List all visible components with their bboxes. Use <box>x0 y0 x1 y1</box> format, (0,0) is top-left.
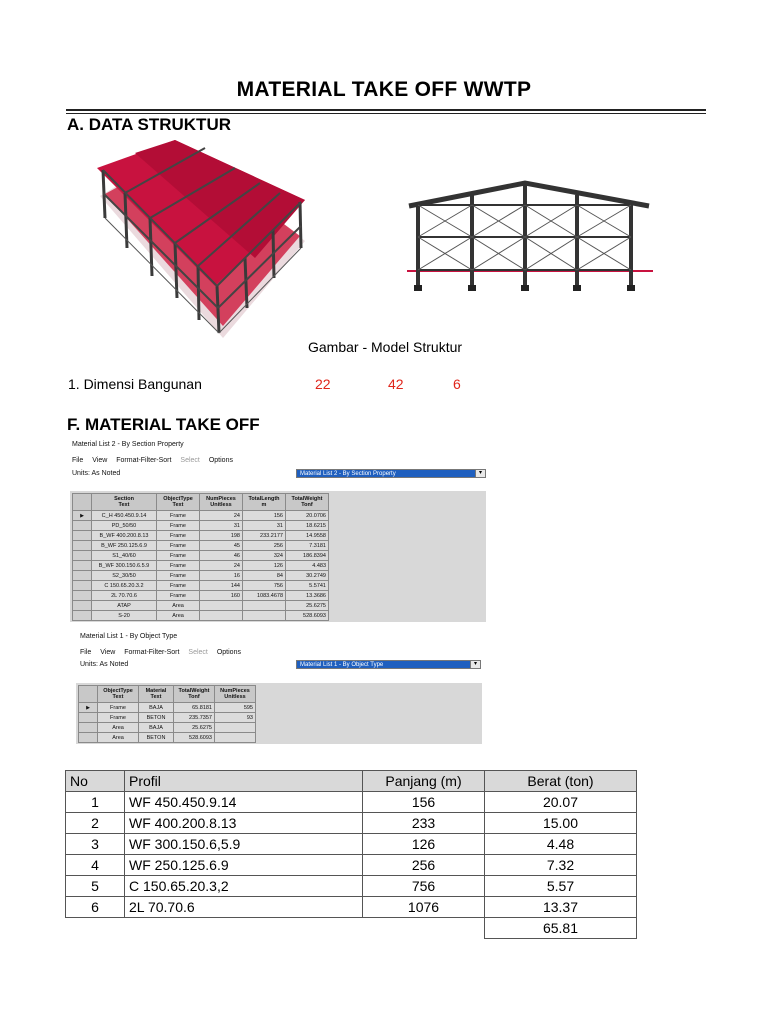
frame-elevation-image <box>405 175 655 293</box>
summary-cell: 7.32 <box>485 855 637 876</box>
table-cell[interactable]: Frame <box>157 581 200 591</box>
table-cell[interactable]: Frame <box>157 541 200 551</box>
table-row[interactable] <box>79 713 256 723</box>
table-cell[interactable] <box>200 601 243 611</box>
table-cell[interactable]: 93 <box>215 713 256 723</box>
row-header[interactable] <box>73 611 92 621</box>
dropdown-value: Material List 2 - By Section Property <box>300 471 396 477</box>
summary-cell: 126 <box>363 834 485 855</box>
table-cell[interactable]: 25.6275 <box>286 601 329 611</box>
table-row[interactable] <box>73 531 329 541</box>
row-header-corner <box>79 686 98 703</box>
table-cell[interactable] <box>200 611 243 621</box>
summary-total-row <box>66 918 637 939</box>
summary-cell: 756 <box>363 876 485 897</box>
table-select-dropdown[interactable] <box>296 469 486 478</box>
material-list-section-window <box>68 436 488 624</box>
summary-row <box>66 897 637 918</box>
table-row[interactable] <box>79 703 256 713</box>
col-header[interactable]: Section Text <box>92 494 157 511</box>
summary-header-panjang: Panjang (m) <box>363 771 485 792</box>
dimension-value-3: 6 <box>453 376 461 392</box>
row-pointer-icon[interactable]: ▶ <box>73 511 92 521</box>
table-header-row <box>79 686 256 703</box>
table-cell[interactable]: Area <box>157 601 200 611</box>
window-menubar <box>80 649 248 656</box>
menu-file[interactable]: File <box>80 649 92 656</box>
window-title: Material List 1 - By Object Type <box>80 633 178 640</box>
dropdown-value: Material List 1 - By Object Type <box>300 662 384 668</box>
table-select-dropdown[interactable] <box>296 660 481 669</box>
summary-cell: 5.57 <box>485 876 637 897</box>
table-cell[interactable]: Frame <box>157 571 200 581</box>
table-cell[interactable]: Frame <box>98 703 139 713</box>
summary-cell: 3 <box>66 834 125 855</box>
table-cell[interactable]: Frame <box>157 591 200 601</box>
col-header[interactable]: NumPieces Unitless <box>215 686 256 703</box>
summary-total-value: 65.81 <box>485 918 637 939</box>
summary-cell: 156 <box>363 792 485 813</box>
table-cell[interactable]: 46 <box>200 551 243 561</box>
chevron-down-icon[interactable]: ▾ <box>475 470 485 477</box>
row-header[interactable] <box>79 723 98 733</box>
object-type-table <box>78 685 256 743</box>
summary-row <box>66 876 637 897</box>
title-divider-thin <box>66 113 706 114</box>
col-header[interactable]: ObjectType Text <box>98 686 139 703</box>
table-cell[interactable]: 1083.4678 <box>243 591 286 601</box>
summary-cell: 2 <box>66 813 125 834</box>
table-cell[interactable]: 186.8394 <box>286 551 329 561</box>
table-row[interactable] <box>73 511 329 521</box>
table-cell[interactable]: 5.5741 <box>286 581 329 591</box>
menu-options[interactable]: Options <box>216 649 241 656</box>
summary-cell: WF 450.450.9.14 <box>125 792 363 813</box>
table-cell[interactable]: 2L 70.70.6 <box>92 591 157 601</box>
row-header-corner <box>73 494 92 511</box>
window-menubar <box>72 457 240 464</box>
page-title: MATERIAL TAKE OFF WWTP <box>236 78 532 101</box>
summary-cell: 2L 70.70.6 <box>125 897 363 918</box>
menu-file[interactable]: File <box>72 457 84 464</box>
table-cell[interactable]: 84 <box>243 571 286 581</box>
section-heading-material-take-off: F. MATERIAL TAKE OFF <box>67 415 260 434</box>
table-cell[interactable]: C 150.65.20.3.2 <box>92 581 157 591</box>
table-cell[interactable] <box>215 723 256 733</box>
table-cell[interactable]: 45 <box>200 541 243 551</box>
table-cell[interactable]: 595 <box>215 703 256 713</box>
table-cell[interactable]: B_WF 300.150.6.5.9 <box>92 561 157 571</box>
table-cell[interactable] <box>243 601 286 611</box>
table-cell[interactable]: S1_40/60 <box>92 551 157 561</box>
units-label: Units: As Noted <box>80 661 129 668</box>
table-cell[interactable]: 31 <box>200 521 243 531</box>
summary-cell: WF 300.150.6,5.9 <box>125 834 363 855</box>
table-cell[interactable]: Area <box>98 723 139 733</box>
row-header[interactable] <box>73 541 92 551</box>
table-cell[interactable] <box>243 611 286 621</box>
dimension-label: 1. Dimensi Bangunan <box>68 376 202 392</box>
summary-row <box>66 813 637 834</box>
summary-header-no: No <box>66 771 125 792</box>
table-cell[interactable]: 756 <box>243 581 286 591</box>
row-header[interactable] <box>73 581 92 591</box>
table-row[interactable] <box>73 551 329 561</box>
table-cell[interactable]: 7.3181 <box>286 541 329 551</box>
summary-table <box>65 770 637 939</box>
table-row[interactable] <box>73 561 329 571</box>
table-row[interactable] <box>73 571 329 581</box>
table-cell[interactable]: 24 <box>200 511 243 521</box>
table-cell[interactable]: 13.3686 <box>286 591 329 601</box>
summary-cell: 15.00 <box>485 813 637 834</box>
table-cell[interactable]: S-20 <box>92 611 157 621</box>
summary-cell: WF 400.200.8.13 <box>125 813 363 834</box>
table-row[interactable] <box>79 733 256 743</box>
col-header[interactable]: TotalWeight Tonf <box>286 494 329 511</box>
summary-header-profil: Profil <box>125 771 363 792</box>
table-row[interactable] <box>73 611 329 621</box>
summary-row <box>66 792 637 813</box>
table-cell[interactable]: Frame <box>157 551 200 561</box>
window-title: Material List 2 - By Section Property <box>72 441 184 448</box>
table-cell[interactable]: B_WF 250.125.6.9 <box>92 541 157 551</box>
summary-cell: 5 <box>66 876 125 897</box>
table-cell[interactable]: BETON <box>139 733 174 743</box>
structure-3d-model-image <box>95 138 307 340</box>
table-cell[interactable]: 144 <box>200 581 243 591</box>
table-header-row <box>73 494 329 511</box>
material-list-object-window <box>76 628 484 746</box>
summary-row <box>66 834 637 855</box>
summary-cell: C 150.65.20.3,2 <box>125 876 363 897</box>
menu-select[interactable]: Select <box>180 457 200 464</box>
summary-cell: 256 <box>363 855 485 876</box>
summary-header-row <box>66 771 637 792</box>
table-cell[interactable]: Frame <box>157 521 200 531</box>
table-cell[interactable]: Frame <box>157 511 200 521</box>
summary-cell: 4.48 <box>485 834 637 855</box>
table-row[interactable] <box>73 601 329 611</box>
table-cell[interactable]: 528.6093 <box>286 611 329 621</box>
table-cell[interactable]: 528.6093 <box>174 733 215 743</box>
dimension-value-1: 22 <box>315 376 331 392</box>
table-row[interactable] <box>73 521 329 531</box>
table-cell[interactable]: 160 <box>200 591 243 601</box>
chevron-down-icon[interactable]: ▾ <box>470 661 480 668</box>
table-cell[interactable]: Frame <box>98 713 139 723</box>
table-cell[interactable]: 25.6275 <box>174 723 215 733</box>
section-heading-data-struktur: A. DATA STRUKTUR <box>67 115 231 134</box>
summary-cell: 4 <box>66 855 125 876</box>
table-row[interactable] <box>73 541 329 551</box>
table-row[interactable] <box>79 723 256 733</box>
table-cell[interactable]: 30.2749 <box>286 571 329 581</box>
table-cell[interactable]: Frame <box>157 531 200 541</box>
col-header[interactable]: TotalLength m <box>243 494 286 511</box>
row-header[interactable] <box>73 551 92 561</box>
col-header[interactable]: Material Text <box>139 686 174 703</box>
row-header[interactable] <box>79 733 98 743</box>
row-pointer-icon[interactable]: ▶ <box>79 703 98 713</box>
row-header[interactable] <box>73 531 92 541</box>
row-header[interactable] <box>73 521 92 531</box>
summary-header-berat: Berat (ton) <box>485 771 637 792</box>
menu-view[interactable]: View <box>92 457 108 464</box>
summary-cell: 233 <box>363 813 485 834</box>
table-cell[interactable]: Area <box>157 611 200 621</box>
table-cell[interactable]: B_WF 400.200.8.13 <box>92 531 157 541</box>
menu-format-filter-sort[interactable]: Format-Filter-Sort <box>124 649 180 656</box>
table-cell[interactable]: 126 <box>243 561 286 571</box>
table-cell[interactable]: Area <box>98 733 139 743</box>
row-header[interactable] <box>73 561 92 571</box>
summary-cell: 1 <box>66 792 125 813</box>
summary-cell: 20.07 <box>485 792 637 813</box>
menu-options[interactable]: Options <box>208 457 233 464</box>
table-cell[interactable]: C_H 450.450.9.14 <box>92 511 157 521</box>
table-cell[interactable]: 24 <box>200 561 243 571</box>
table-cell[interactable]: Frame <box>157 561 200 571</box>
table-cell[interactable]: 233.2177 <box>243 531 286 541</box>
table-cell[interactable]: 65.8181 <box>174 703 215 713</box>
table-cell[interactable]: ATAP <box>92 601 157 611</box>
dimension-value-2: 42 <box>388 376 404 392</box>
table-cell[interactable]: 235.7357 <box>174 713 215 723</box>
table-cell[interactable]: 4.483 <box>286 561 329 571</box>
summary-cell: 13.37 <box>485 897 637 918</box>
table-cell[interactable]: S2_30/50 <box>92 571 157 581</box>
table-cell[interactable]: 256 <box>243 541 286 551</box>
col-header[interactable]: NumPieces Unitless <box>200 494 243 511</box>
table-cell[interactable]: BAJA <box>139 723 174 733</box>
title-divider <box>66 109 706 111</box>
summary-row <box>66 855 637 876</box>
menu-format-filter-sort[interactable]: Format-Filter-Sort <box>116 457 172 464</box>
table-cell[interactable]: 31 <box>243 521 286 531</box>
col-header[interactable]: TotalWeight Tonf <box>174 686 215 703</box>
summary-cell: WF 250.125.6.9 <box>125 855 363 876</box>
table-row[interactable] <box>73 581 329 591</box>
summary-cell: 1076 <box>363 897 485 918</box>
table-cell[interactable] <box>215 733 256 743</box>
col-header[interactable]: ObjectType Text <box>157 494 200 511</box>
table-cell[interactable]: 20.0706 <box>286 511 329 521</box>
menu-select[interactable]: Select <box>188 649 208 656</box>
table-cell[interactable]: 14.9558 <box>286 531 329 541</box>
table-cell[interactable]: 324 <box>243 551 286 561</box>
summary-cell: 6 <box>66 897 125 918</box>
table-cell[interactable]: 156 <box>243 511 286 521</box>
row-header[interactable] <box>73 601 92 611</box>
table-cell[interactable]: 16 <box>200 571 243 581</box>
table-cell[interactable]: 198 <box>200 531 243 541</box>
table-cell[interactable]: BETON <box>139 713 174 723</box>
figure-caption: Gambar - Model Struktur <box>308 339 463 355</box>
row-header[interactable] <box>73 591 92 601</box>
row-header[interactable] <box>79 713 98 723</box>
units-label: Units: As Noted <box>72 470 121 477</box>
menu-view[interactable]: View <box>100 649 116 656</box>
table-cell[interactable]: PD_50/50 <box>92 521 157 531</box>
row-header[interactable] <box>73 571 92 581</box>
section-property-table <box>72 493 329 621</box>
table-cell[interactable]: 18.6215 <box>286 521 329 531</box>
table-row[interactable] <box>73 591 329 601</box>
table-cell[interactable]: BAJA <box>139 703 174 713</box>
